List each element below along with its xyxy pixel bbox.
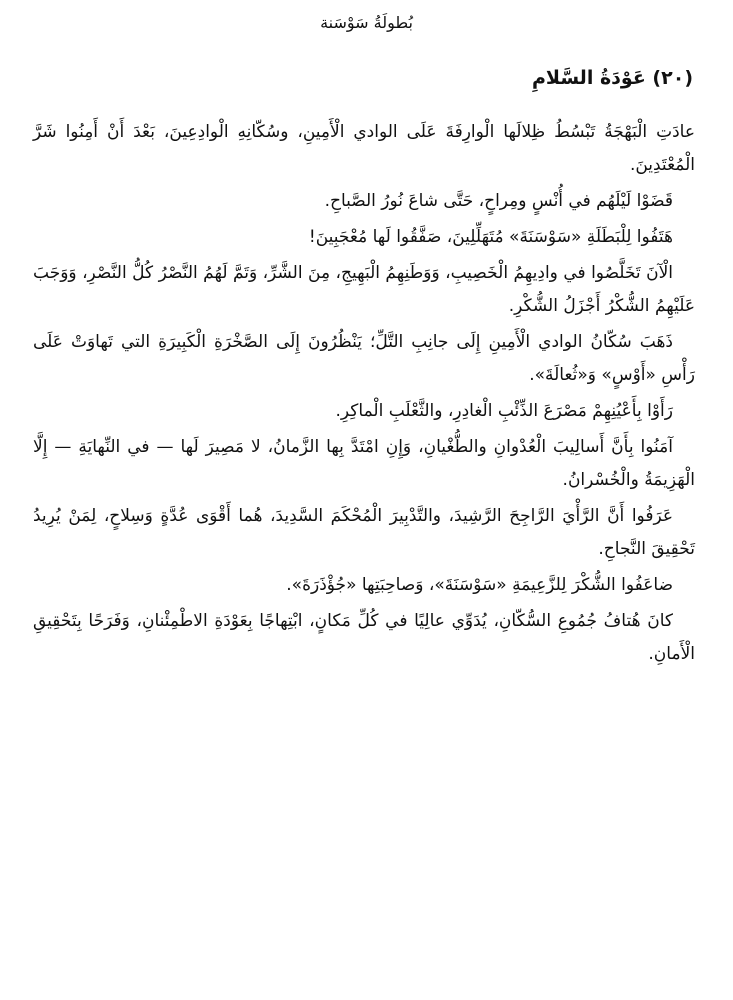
paragraph: آمَنُوا بِأَنَّ أَسالِيبَ الْعُدْوانِ والطُّغْيانِ، وَإِنِ امْتَدَّ بِها الزَّمانُ، لا مَصِيرَ لَها — في النِّهايَةِ — إِلَّا الْهَزِيمَةُ والْخُسْرانُ. <box>33 437 695 490</box>
paragraph: عَرَفُوا أَنَّ الرَّأْيَ الرَّاجِحَ الرَّشِيدَ، والتَّدْبِيرَ الْمُحْكَمَ السَّدِيدَ، هُما أَقْوَى عُدَّةٍ وَسِلاحٍ، لِمَنْ يُرِيدُ تَحْقِيقَ النَّجاحِ. <box>33 506 695 559</box>
paragraph: الْآنَ تَخَلَّصُوا في وادِيهِمُ الْخَصِيبِ، وَوَطَنِهِمُ الْبَهِيجِ، مِنَ الشَّرِّ، وَتَمَّ لَهُمُ النَّصْرُ كُلُّ النَّصْرِ، وَوَجَبَ عَلَيْهِمُ الشُّكْرُ أَجْزَلُ الشُّكْرِ. <box>33 263 695 316</box>
paragraph: كانَ هُتافُ جُمُوعِ السُّكّانِ، يُدَوِّي عالِيًا في كُلِّ مَكانٍ، ابْتِهاجًا بِعَوْدَةِ الاطْمِئْنانِ، وَفَرَحًا بِتَحْقِيقِ الْأَمانِ. <box>33 611 695 664</box>
running-header: بُطولَةُ سَوْسَنة <box>320 13 413 32</box>
paragraph: قَضَوْا لَيْلَهُم في أُنْسٍ ومِراحٍ، حَتَّى شاعَ نُورُ الصَّباحِ. <box>324 191 673 211</box>
paragraph: عادَتِ الْبَهْجَةُ تَبْسُطُ ظِلالَها الْوارِفَةَ عَلَى الوادي الْأَمِينِ، وسُكّانِهِ الْوادِعِينَ، بَعْدَ أَنْ أَمِنُوا شَرَّ الْمُعْتَدِينَ. <box>33 122 695 175</box>
paragraph: هَتَفُوا لِلْبَطَلَةِ «سَوْسَنَةَ» مُتَهَلِّلِينَ، صَفَّقُوا لَها مُعْجَبِينَ! <box>308 227 673 247</box>
paragraph: ضاعَفُوا الشُّكْرَ لِلزَّعِيمَةِ «سَوْسَنَةَ»، وَصاحِبَتِها «جُؤْذَرَةَ». <box>286 575 673 595</box>
chapter-title: (٢٠) عَوْدَةُ السَّلامِ <box>532 67 693 89</box>
paragraph: رَأَوْا بِأَعْيُنِهِمْ مَصْرَعَ الذِّئْبِ الْغادِرِ، والثَّعْلَبِ الْماكِرِ. <box>335 401 673 421</box>
chapter-body <box>33 116 695 674</box>
paragraph: ذَهَبَ سُكّانُ الوادي الْأَمِينِ إِلَى جانِبِ التَّلِّ؛ يَنْظُرُونَ إِلَى الصَّخْرَةِ الْكَبِيرَةِ التي تَهاوَتْ عَلَى رَأْسِ «أَوْسٍ» وَ«ثُعالَةَ». <box>33 332 695 385</box>
